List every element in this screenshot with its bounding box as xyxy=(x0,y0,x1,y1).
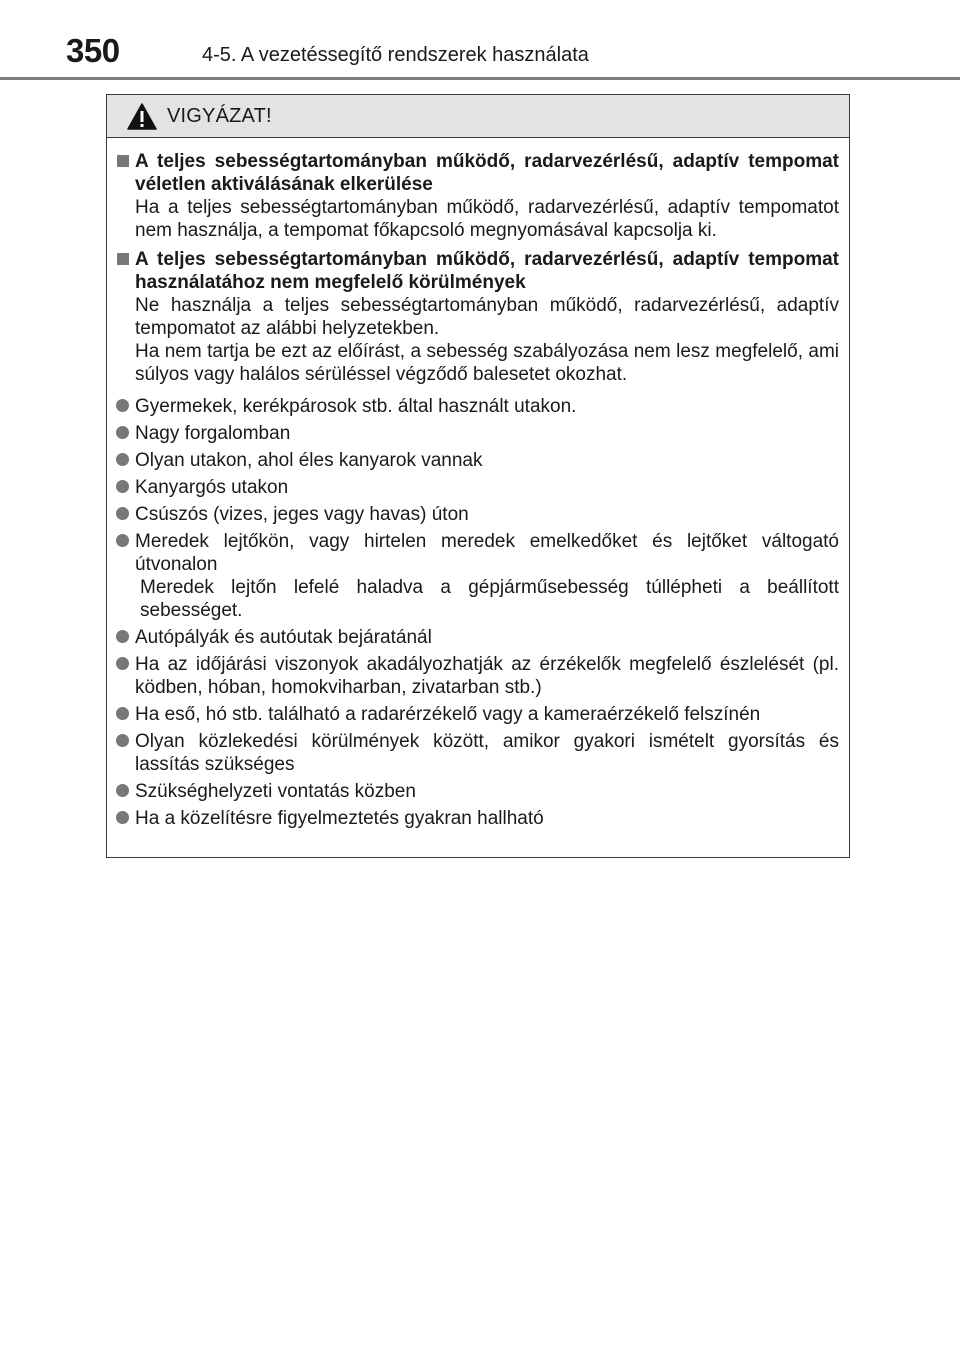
warning-section-1 xyxy=(113,150,839,242)
condition-list xyxy=(113,395,839,830)
warning-box xyxy=(106,94,850,858)
list-item: Olyan közlekedési körülmények között, amikor gyakori ismételt gyorsítás és lassítás szükséges xyxy=(113,730,839,776)
list-item: Nagy forgalomban xyxy=(113,422,839,445)
square-bullet-icon xyxy=(117,155,129,167)
section-heading: A teljes sebességtartományban működő, radarvezérlésű, adaptív tempomat használatához nem megfelelő körülmények xyxy=(135,249,839,293)
round-bullet-icon xyxy=(116,734,129,747)
section-text: Ne használja a teljes sebességtartományban működő, radarvezérlésű, adaptív tempomatot az alábbi helyzetekben. xyxy=(135,295,839,339)
round-bullet-icon xyxy=(116,784,129,797)
list-item: Gyermekek, kerékpárosok stb. által használt utakon. xyxy=(113,395,839,418)
round-bullet-icon xyxy=(116,707,129,720)
round-bullet-icon xyxy=(116,811,129,824)
round-bullet-icon xyxy=(116,480,129,493)
page-number: 350 xyxy=(66,32,120,69)
list-item: Meredek lejtőkön, vagy hirtelen meredek emelkedőket és lejtőket váltogató útvonalon Meredek lejtőn lefelé haladva a gépjárműsebesség túllépheti a beállított sebességet. xyxy=(113,530,839,622)
round-bullet-icon xyxy=(116,534,129,547)
warning-title: VIGYÁZAT! xyxy=(167,105,272,127)
header-rule xyxy=(0,77,960,80)
list-item: Ha az időjárási viszonyok akadályozhatják az érzékelők megfelelő észlelését (pl. ködben, hóban, homokviharban, zivatarban stb.) xyxy=(113,653,839,699)
list-item: Csúszós (vizes, jeges vagy havas) úton xyxy=(113,503,839,526)
round-bullet-icon xyxy=(116,630,129,643)
section-text: Ha a teljes sebességtartományban működő, radarvezérlésű, adaptív tempomatot nem használja, a tempomat főkapcsoló megnyomásával kapcsolja ki. xyxy=(135,197,839,241)
warning-body xyxy=(107,138,849,830)
round-bullet-icon xyxy=(116,426,129,439)
warning-section-2 xyxy=(113,248,839,386)
square-bullet-icon xyxy=(117,253,129,265)
list-item: Ha eső, hó stb. található a radarérzékelő vagy a kameraérzékelő felszínén xyxy=(113,703,839,726)
warning-triangle-icon xyxy=(127,103,157,130)
list-item: Ha a közelítésre figyelmeztetés gyakran hallható xyxy=(113,807,839,830)
list-item: Szükséghelyzeti vontatás közben xyxy=(113,780,839,803)
list-item: Autópályák és autóutak bejáratánál xyxy=(113,626,839,649)
round-bullet-icon xyxy=(116,399,129,412)
section-heading: A teljes sebességtartományban működő, radarvezérlésű, adaptív tempomat véletlen aktiválásának elkerülése xyxy=(135,151,839,195)
section-title: 4-5. A vezetéssegítő rendszerek használata xyxy=(202,44,589,66)
warning-header xyxy=(107,95,849,138)
list-item: Kanyargós utakon xyxy=(113,476,839,499)
round-bullet-icon xyxy=(116,507,129,520)
list-item: Olyan utakon, ahol éles kanyarok vannak xyxy=(113,449,839,472)
list-item-note: Meredek lejtőn lefelé haladva a gépjárműsebesség túllépheti a beállított sebességet. xyxy=(140,577,839,621)
page-header xyxy=(0,0,960,80)
section-text: Ha nem tartja be ezt az előírást, a sebesség szabályozása nem lesz megfelelő, ami súlyos vagy halálos sérüléssel végződő balesetet okozhat. xyxy=(135,341,839,385)
round-bullet-icon xyxy=(116,657,129,670)
round-bullet-icon xyxy=(116,453,129,466)
